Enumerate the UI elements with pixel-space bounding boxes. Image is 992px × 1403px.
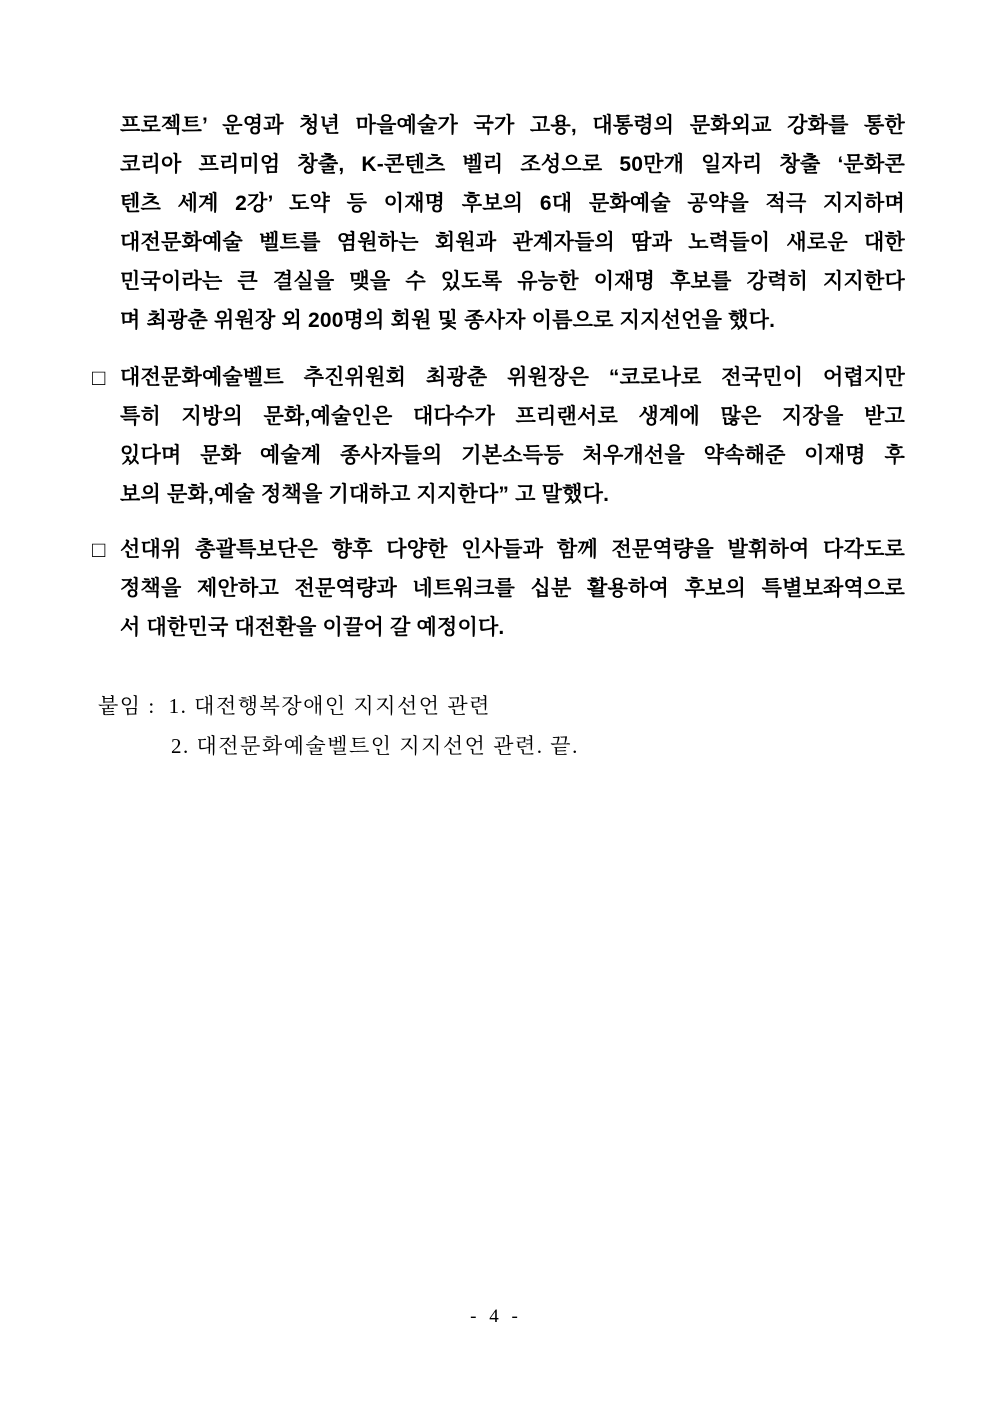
paragraph-line: 대전문화예술벨트 추진위원회 최광춘 위원장은 “코로나로 전국민이 어렵지만 — [120, 366, 905, 389]
attachment-line — [171, 726, 905, 766]
paragraph-line: 대전문화예술 벨트를 염원하는 회원과 관계자들의 땀과 노력들이 새로운 대한 — [120, 231, 905, 254]
paragraph-line: 서 대한민국 대전환을 이끌어 갈 예정이다. — [120, 616, 505, 639]
attachment-item: 2. 대전문화예술벨트인 지지선언 관련. 끝. — [171, 734, 579, 758]
attachment-label: 붙임 : — [98, 694, 156, 718]
paragraph-line: 며 최광춘 위원장 외 200명의 회원 및 종사자 이름으로 지지선언을 했다. — [120, 309, 776, 332]
square-bullet-icon: □ — [92, 537, 106, 562]
body-paragraph — [92, 530, 905, 647]
square-bullet-icon: □ — [92, 365, 106, 390]
body-paragraph — [92, 106, 905, 340]
paragraph-line: 특히 지방의 문화,예술인은 대다수가 프리랜서로 생계에 많은 지장을 받고 — [120, 405, 905, 428]
paragraph-line: 정책을 제안하고 전문역량과 네트워크를 십분 활용하여 후보의 특별보좌역으로 — [120, 577, 905, 600]
paragraph-line: 보의 문화,예술 정책을 기대하고 지지한다” 고 말했다. — [120, 483, 610, 506]
page-number: - 4 - — [470, 1306, 522, 1327]
paragraph-line: 선대위 총괄특보단은 향후 다양한 인사들과 함께 전문역량을 발휘하여 다각도로 — [120, 538, 905, 561]
paragraph-line: 프로젝트’ 운영과 청년 마을예술가 국가 고용, 대통령의 문화외교 강화를 통한 — [120, 114, 905, 137]
paragraph-line: 텐츠 세계 2강’ 도약 등 이재명 후보의 6대 문화예술 공약을 적극 지지하며 — [120, 192, 905, 215]
paragraph-line: 민국이라는 큰 결실을 맺을 수 있도록 유능한 이재명 후보를 강력히 지지한다 — [120, 270, 905, 293]
paragraph-line: 있다며 문화 예술계 종사자들의 기본소득등 처우개선을 약속해준 이재명 후 — [120, 444, 905, 467]
attachment-item: 1. 대전행복장애인 지지선언 관련 — [168, 694, 491, 718]
attachment-line — [98, 686, 905, 726]
paragraph-line: 코리아 프리미엄 창출, K-콘텐츠 벨리 조성으로 50만개 일자리 창출 ‘문화콘 — [120, 153, 905, 176]
body-paragraph — [92, 358, 905, 514]
attachment-section — [92, 686, 905, 766]
